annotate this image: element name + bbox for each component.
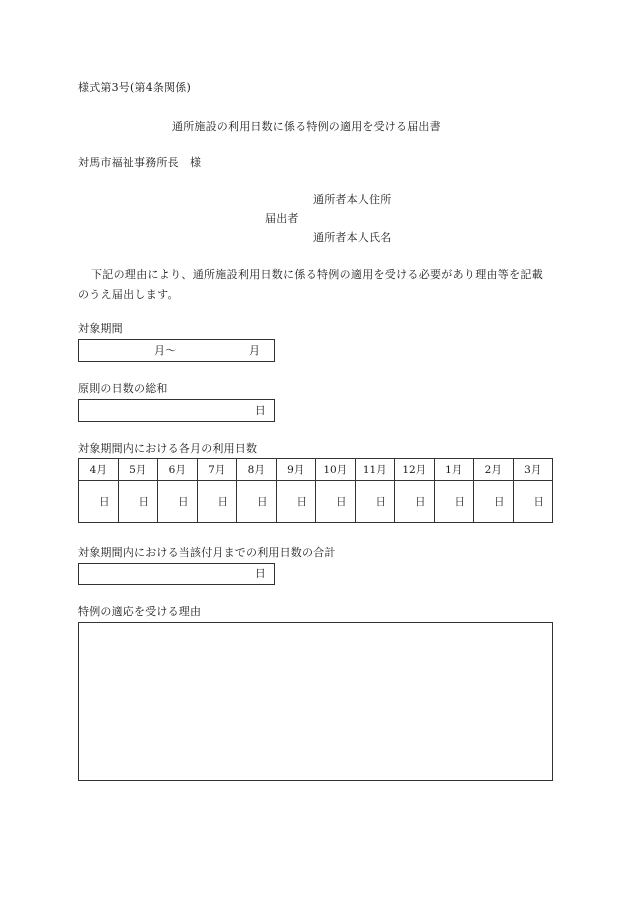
applicant-name-label: 通所者本人氏名 [313, 231, 392, 244]
month-header: 11月 [355, 459, 395, 481]
month-days-cell[interactable]: 日 [434, 481, 474, 523]
principle-total-unit: 日 [254, 404, 266, 417]
principle-total-label: 原則の日数の総和 [78, 382, 168, 395]
month-days-cell[interactable]: 日 [316, 481, 356, 523]
intro-paragraph: 下記の理由により、通所施設利用日数に係る特例の適用を受ける必要があり理由等を記載のうえ届出します。 [78, 268, 543, 301]
month-value-row [79, 481, 553, 523]
principle-total-field[interactable] [78, 399, 275, 422]
page-title: 通所施設の利用日数に係る特例の適用を受ける届出書 [172, 120, 441, 133]
period-to-unit: 月 [249, 344, 261, 357]
month-header: 9月 [276, 459, 316, 481]
month-header: 12月 [395, 459, 435, 481]
month-days-cell[interactable]: 日 [395, 481, 435, 523]
month-header: 10月 [316, 459, 356, 481]
month-header-row [79, 459, 553, 481]
month-days-cell[interactable]: 日 [355, 481, 395, 523]
period-from-unit: 月〜 [154, 344, 177, 357]
month-days-cell[interactable]: 日 [158, 481, 198, 523]
month-header: 3月 [513, 459, 553, 481]
reason-label: 特例の適応を受ける理由 [78, 605, 202, 618]
month-days-cell[interactable]: 日 [474, 481, 514, 523]
month-header: 2月 [474, 459, 514, 481]
month-header: 7月 [197, 459, 237, 481]
month-days-cell[interactable]: 日 [197, 481, 237, 523]
month-days-cell[interactable]: 日 [79, 481, 119, 523]
cumulative-total-label: 対象期間内における当該付月までの利用日数の合計 [78, 546, 336, 559]
month-header: 6月 [158, 459, 198, 481]
monthly-label: 対象期間内における各月の利用日数 [78, 442, 258, 455]
period-label: 対象期間 [78, 322, 123, 335]
month-header: 4月 [79, 459, 119, 481]
addressee: 対馬市福祉事務所長 様 [78, 156, 202, 169]
reason-field[interactable] [78, 622, 553, 781]
cumulative-total-unit: 日 [254, 567, 266, 580]
month-days-cell[interactable]: 日 [237, 481, 277, 523]
month-days-cell[interactable]: 日 [118, 481, 158, 523]
applicant-address-label: 通所者本人住所 [313, 193, 392, 206]
period-field[interactable] [78, 339, 275, 362]
applicant-label: 届出者 [265, 212, 299, 225]
monthly-usage-table [78, 458, 553, 523]
form-number: 様式第3号(第4条関係) [78, 81, 191, 94]
month-header: 5月 [118, 459, 158, 481]
cumulative-total-field[interactable] [78, 563, 275, 585]
month-header: 1月 [434, 459, 474, 481]
month-header: 8月 [237, 459, 277, 481]
month-days-cell[interactable]: 日 [276, 481, 316, 523]
month-days-cell[interactable]: 日 [513, 481, 553, 523]
